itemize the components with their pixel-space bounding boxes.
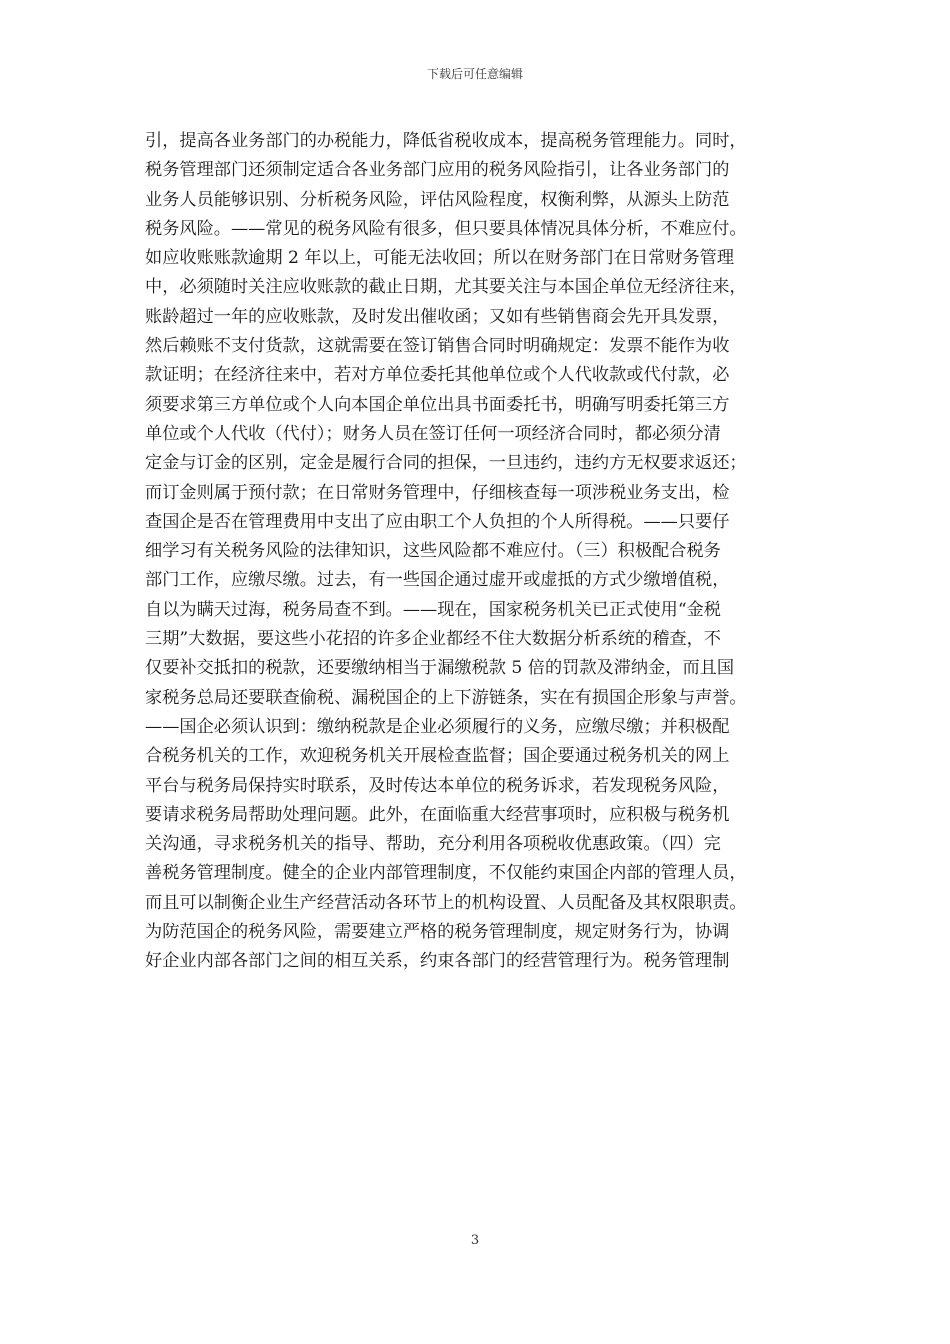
text-line: 然后赖账不支付货款，这就需要在签订销售合同时明确规定：发票不能作为收	[145, 336, 730, 357]
text-line: 款证明；在经济往来中，若对方单位委托其他单位或个人代收款或代付款，必	[145, 365, 730, 386]
text-line: 部门工作，应缴尽缴。过去，有一些国企通过虚开或虚抵的方式少缴增值税，	[145, 570, 730, 591]
text-line: 税务风险。——常见的税务风险有很多，但只要具体情况具体分析，不难应付。	[145, 218, 747, 239]
body-text	[145, 127, 810, 977]
text-line: 自以为瞒天过海，税务局查不到。——现在，国家税务机关已正式使用“金税	[145, 599, 721, 620]
text-line: 单位或个人代收（代付）；财务人员在签订任何一项经济合同时，都必须分清	[145, 423, 721, 444]
text-line: 家税务总局还要联查偷税、漏税国企的上下游链条，实在有损国企形象与声誉。	[145, 687, 747, 708]
text-line: 引，提高各业务部门的办税能力，降低省税收成本，提高税务管理能力。同时，	[145, 131, 747, 151]
text-line: 好企业内部各部门之间的相互关系，约束各部门的经营管理行为。税务管理制	[145, 951, 730, 972]
text-line: 要请求税务局帮助处理问题。此外，在面临重大经营事项时，应积极与税务机	[145, 804, 730, 825]
text-line: 合税务机关的工作，欢迎税务机关开展检查监督；国企要通过税务机关的网上	[145, 746, 730, 767]
text-line: 税务管理部门还须制定适合各业务部门应用的税务风险指引，让各业务部门的	[145, 160, 730, 181]
text-line: 业务人员能够识别、分析税务风险，评估风险程度，权衡利弊，从源头上防范	[145, 189, 730, 210]
text-line: 中，必须随时关注应收账款的截止日期，尤其要关注与本国企单位无经济往来，	[145, 277, 747, 298]
text-line: 为防范国企的税务风险，需要建立严格的税务管理制度，规定财务行为，协调	[145, 922, 730, 943]
text-line: 查国企是否在管理费用中支出了应由职工个人负担的个人所得税。——只要仔	[145, 511, 730, 532]
text-line: 定金与订金的区别，定金是履行合同的担保，一旦违约，违约方无权要求返还；	[145, 453, 747, 474]
text-line: 关沟通，寻求税务机关的指导、帮助，充分利用各项税收优惠政策。（四）完	[145, 834, 721, 855]
text-line: 善税务管理制度。健全的企业内部管理制度，不仅能约束国企内部的管理人员，	[145, 863, 747, 884]
text-line: 如应收账账款逾期 2 年以上，可能无法收回；所以在财务部门在日常财务管理	[145, 248, 735, 269]
page-header: 下载后可任意编辑	[426, 67, 523, 81]
text-line: 细学习有关税务风险的法律知识，这些风险都不难应付。（三）积极配合税务	[145, 541, 721, 562]
text-line: 三期”大数据，要这些小花招的许多企业都经不住大数据分析系统的稽查，不	[145, 629, 721, 650]
text-line: 而订金则属于预付款；在日常财务管理中，仔细核查每一项涉税业务支出，检	[145, 482, 730, 503]
page-number: 3	[470, 1233, 480, 1248]
text-line: 而且可以制衡企业生产经营活动各环节上的机构设置、人员配备及其权限职责。	[145, 892, 747, 913]
text-line: 仅要补交抵扣的税款，还要缴纳相当于漏缴税款 5 倍的罚款及滞纳金，而且国	[145, 658, 735, 679]
text-line: ——国企必须认识到：缴纳税款是企业必须履行的义务，应缴尽缴；并积极配	[145, 716, 730, 737]
text-line: 账龄超过一年的应收账款，及时发出催收函；又如有些销售商会先开具发票，	[145, 306, 730, 327]
text-line: 平台与税务局保持实时联系，及时传达本单位的税务诉求，若发现税务风险，	[145, 775, 730, 796]
text-line: 须要求第三方单位或个人向本国企单位出具书面委托书，明确写明委托第三方	[145, 394, 730, 415]
